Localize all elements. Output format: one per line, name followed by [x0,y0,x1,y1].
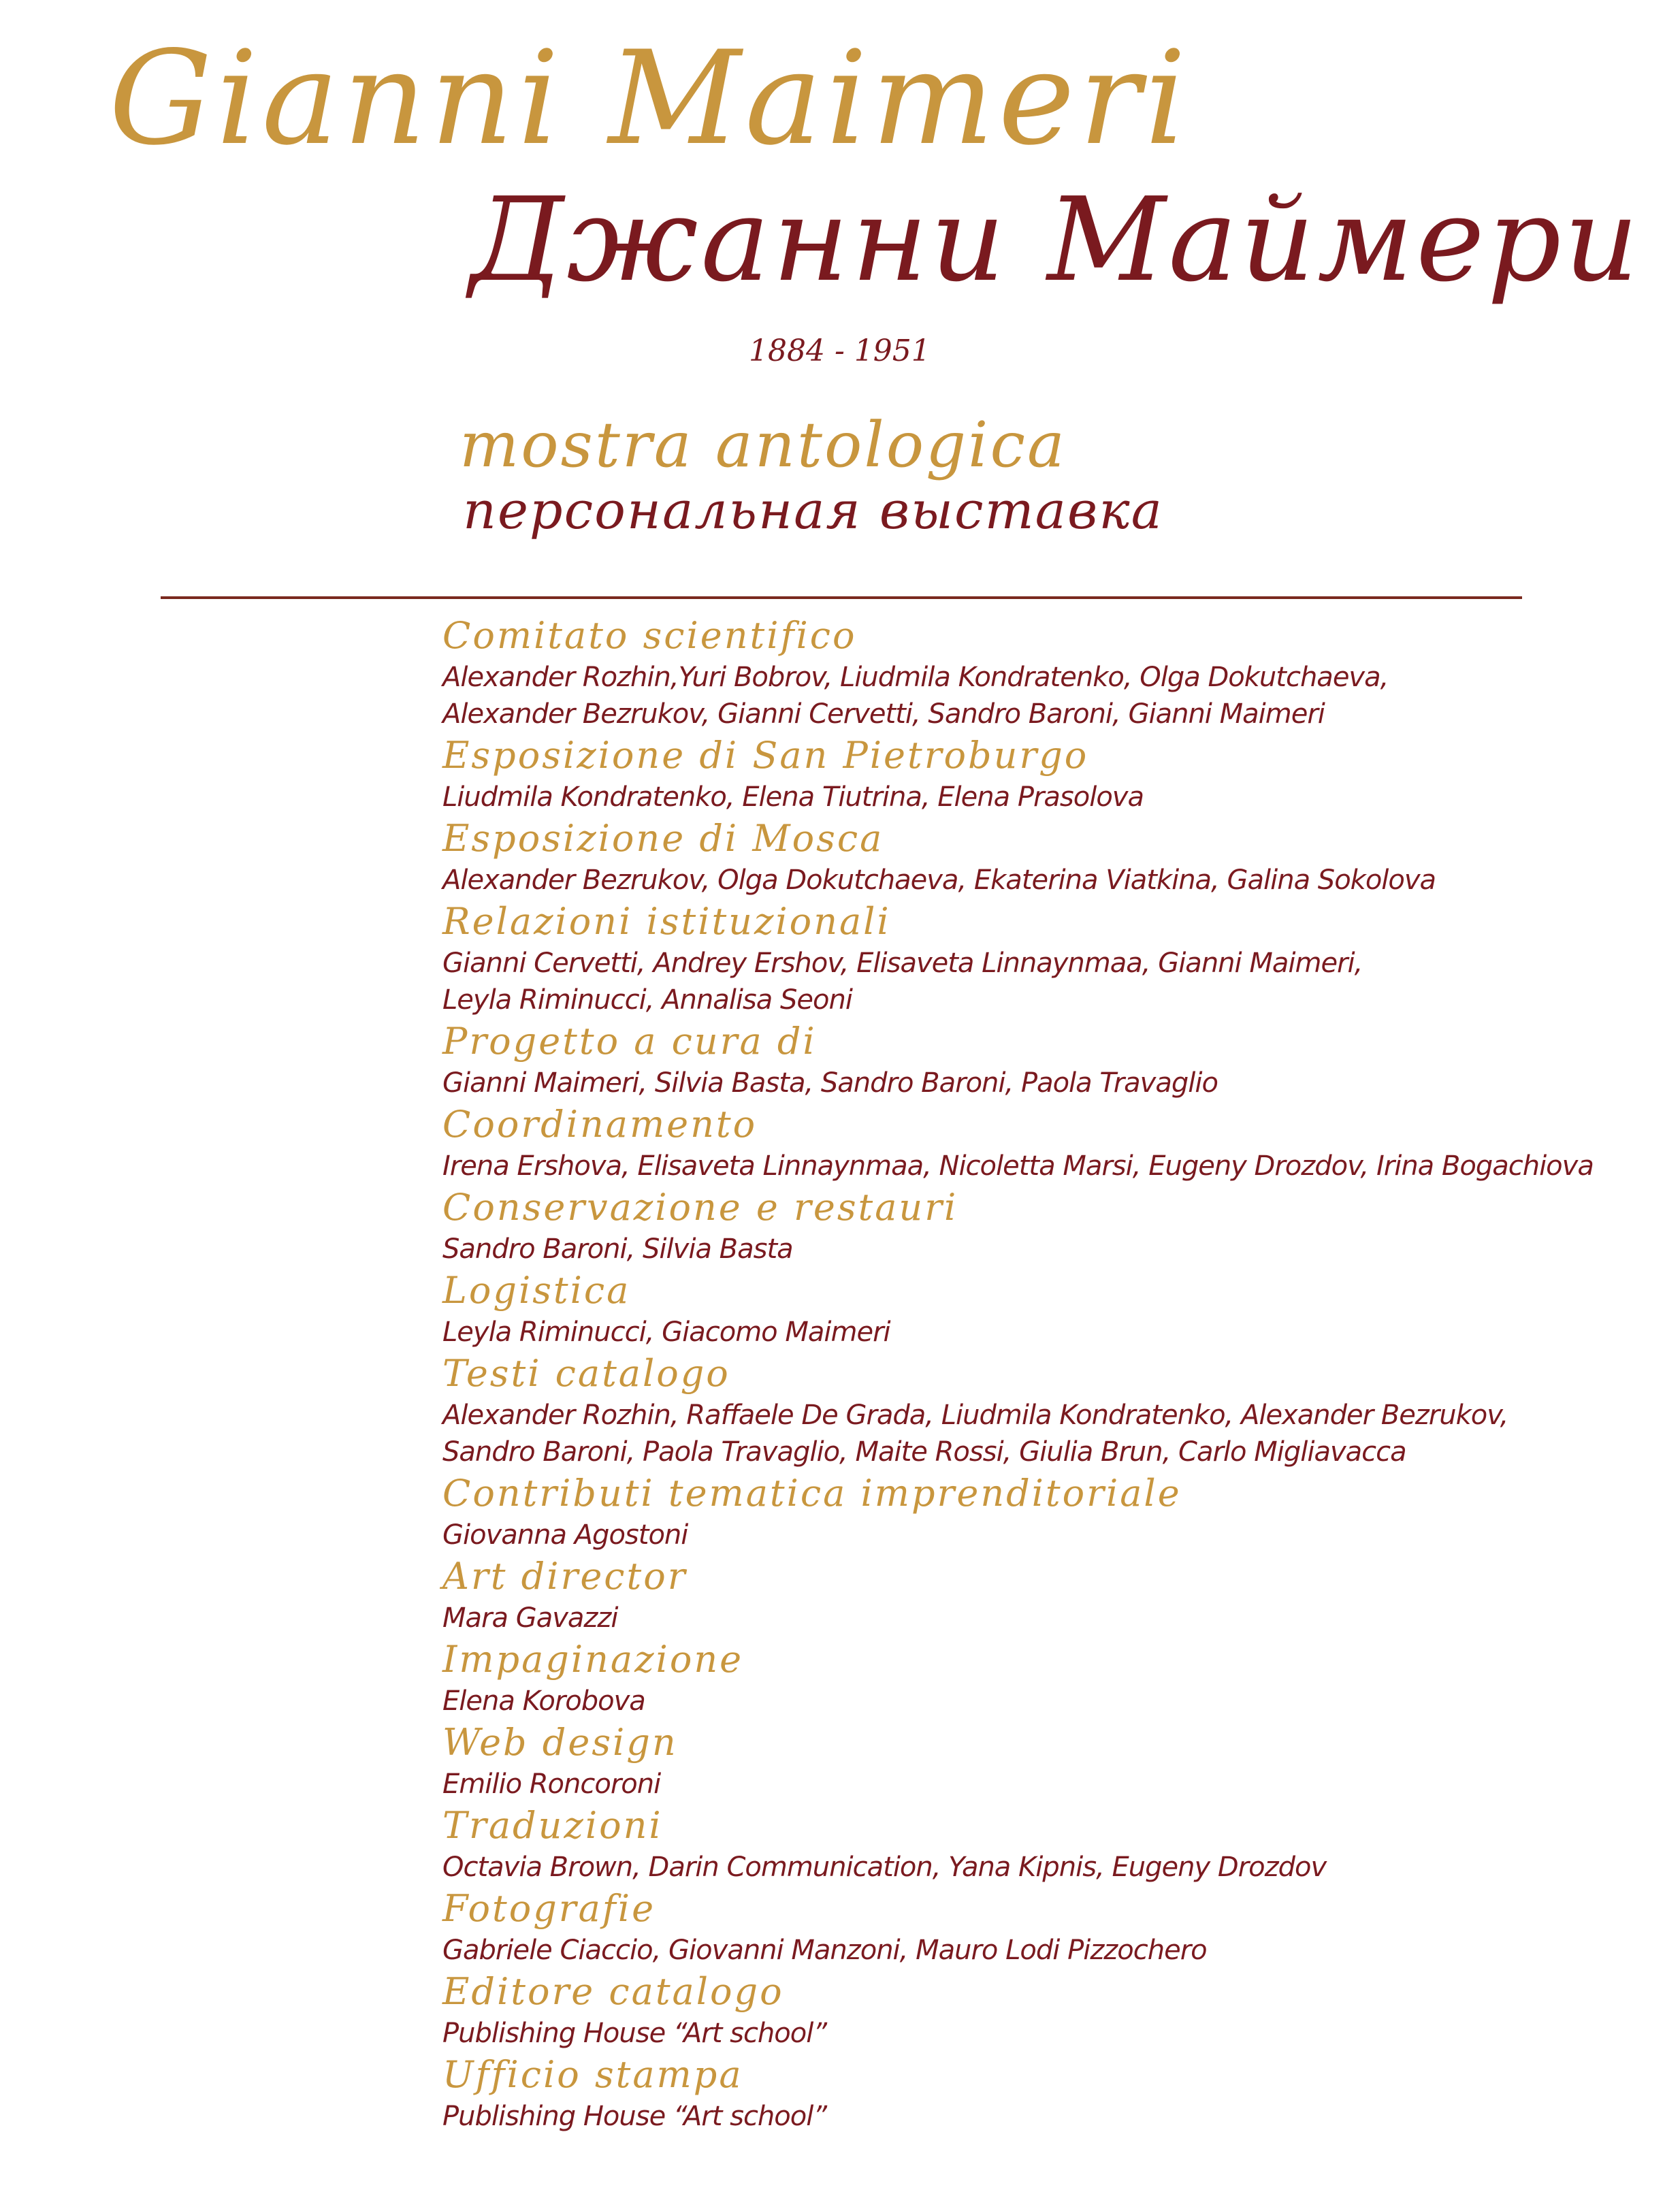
section-names: Elena Korobova [442,1685,645,1717]
section-title: Contributi tematica imprenditoriale [442,1472,1182,1515]
section-title: Conservazione e restauri [442,1186,958,1229]
section-names: Emilio Roncoroni [442,1769,661,1800]
section-names: Gianni Cervetti, Andrey Ershov, Elisaveta Linnaynmaa, Gianni Maimeri, [442,948,1363,979]
subtitle-russian: персональная выставка [463,480,1163,541]
subtitle-italian: mostra antologica [459,408,1067,481]
section-title: Progetto a cura di [442,1020,817,1063]
section-title: Ufficio stampa [442,2053,743,2096]
section-title: Fotografie [442,1887,656,1930]
section-title: Comitato scientifico [442,614,857,657]
section-names: Publishing House “Art school” [442,2018,827,2049]
section-title: Esposizione di San Pietroburgo [442,734,1089,777]
credit-section [442,1101,1654,1184]
credit-section [442,899,1654,1018]
credit-section [442,613,1654,732]
credit-section [442,1018,1654,1101]
credit-section [442,1268,1654,1351]
credit-section [442,1553,1654,1636]
section-title: Web design [442,1721,678,1764]
credits-list [442,613,1654,2135]
credit-section [442,1470,1654,1553]
credit-section [442,1969,1654,2052]
section-names: Publishing House “Art school” [442,2101,827,2132]
credit-section [442,1184,1654,1268]
section-names: Leyla Riminucci, Giacomo Maimeri [442,1317,890,1348]
section-title: Impaginazione [442,1638,744,1681]
divider-line [161,596,1522,599]
section-names: Giovanna Agostoni [442,1519,688,1551]
section-names: Octavia Brown, Darin Communication, Yana Kipnis, Eugeny Drozdov [442,1852,1327,1883]
section-names: Alexander Rozhin,Yuri Bobrov, Liudmila Kondratenko, Olga Dokutchaeva, [442,662,1389,693]
credit-section [442,1886,1654,1969]
credit-section [442,1636,1654,1720]
section-title: Testi catalogo [442,1352,730,1395]
section-names: Mara Gavazzi [442,1602,618,1634]
section-names: Gabriele Ciaccio, Giovanni Manzoni, Mauro Lodi Pizzochero [442,1935,1207,1966]
credit-section [442,1803,1654,1886]
credit-section [442,816,1654,899]
section-names: Alexander Bezrukov, Gianni Cervetti, Sandro Baroni, Gianni Maimeri [442,698,1325,730]
section-title: Traduzioni [442,1804,663,1847]
credit-section [442,1720,1654,1803]
section-names: Gianni Maimeri, Silvia Basta, Sandro Baroni, Paola Travaglio [442,1067,1218,1099]
credit-section [442,2052,1654,2135]
life-years: 1884 - 1951 [749,334,931,368]
section-names: Alexander Rozhin, Raffaele De Grada, Liudmila Kondratenko, Alexander Bezrukov, [442,1400,1508,1431]
section-title: Art director [442,1555,688,1598]
section-title: Logistica [442,1269,631,1312]
section-title: Editore catalogo [442,1970,784,2013]
title-italian: Gianni Maimeri [109,23,1191,174]
section-title: Esposizione di Mosca [442,817,884,860]
credit-section [442,732,1654,816]
section-names: Liudmila Kondratenko, Elena Tiutrina, Elena Prasolova [442,781,1144,813]
section-names: Sandro Baroni, Paola Travaglio, Maite Rossi, Giulia Brun, Carlo Migliavacca [442,1436,1406,1468]
section-names: Irena Ershova, Elisaveta Linnaynmaa, Nicoletta Marsi, Eugeny Drozdov, Irina Bogachiova [442,1150,1594,1182]
section-names: Alexander Bezrukov, Olga Dokutchaeva, Ekaterina Viatkina, Galina Sokolova [442,865,1436,896]
section-names: Leyla Riminucci, Annalisa Seoni [442,984,852,1016]
section-names: Sandro Baroni, Silvia Basta [442,1233,793,1265]
title-russian: Джанни Маймери [470,173,1642,308]
section-title: Relazioni istituzionali [442,900,891,943]
credit-section [442,1351,1654,1470]
section-title: Coordinamento [442,1103,758,1146]
